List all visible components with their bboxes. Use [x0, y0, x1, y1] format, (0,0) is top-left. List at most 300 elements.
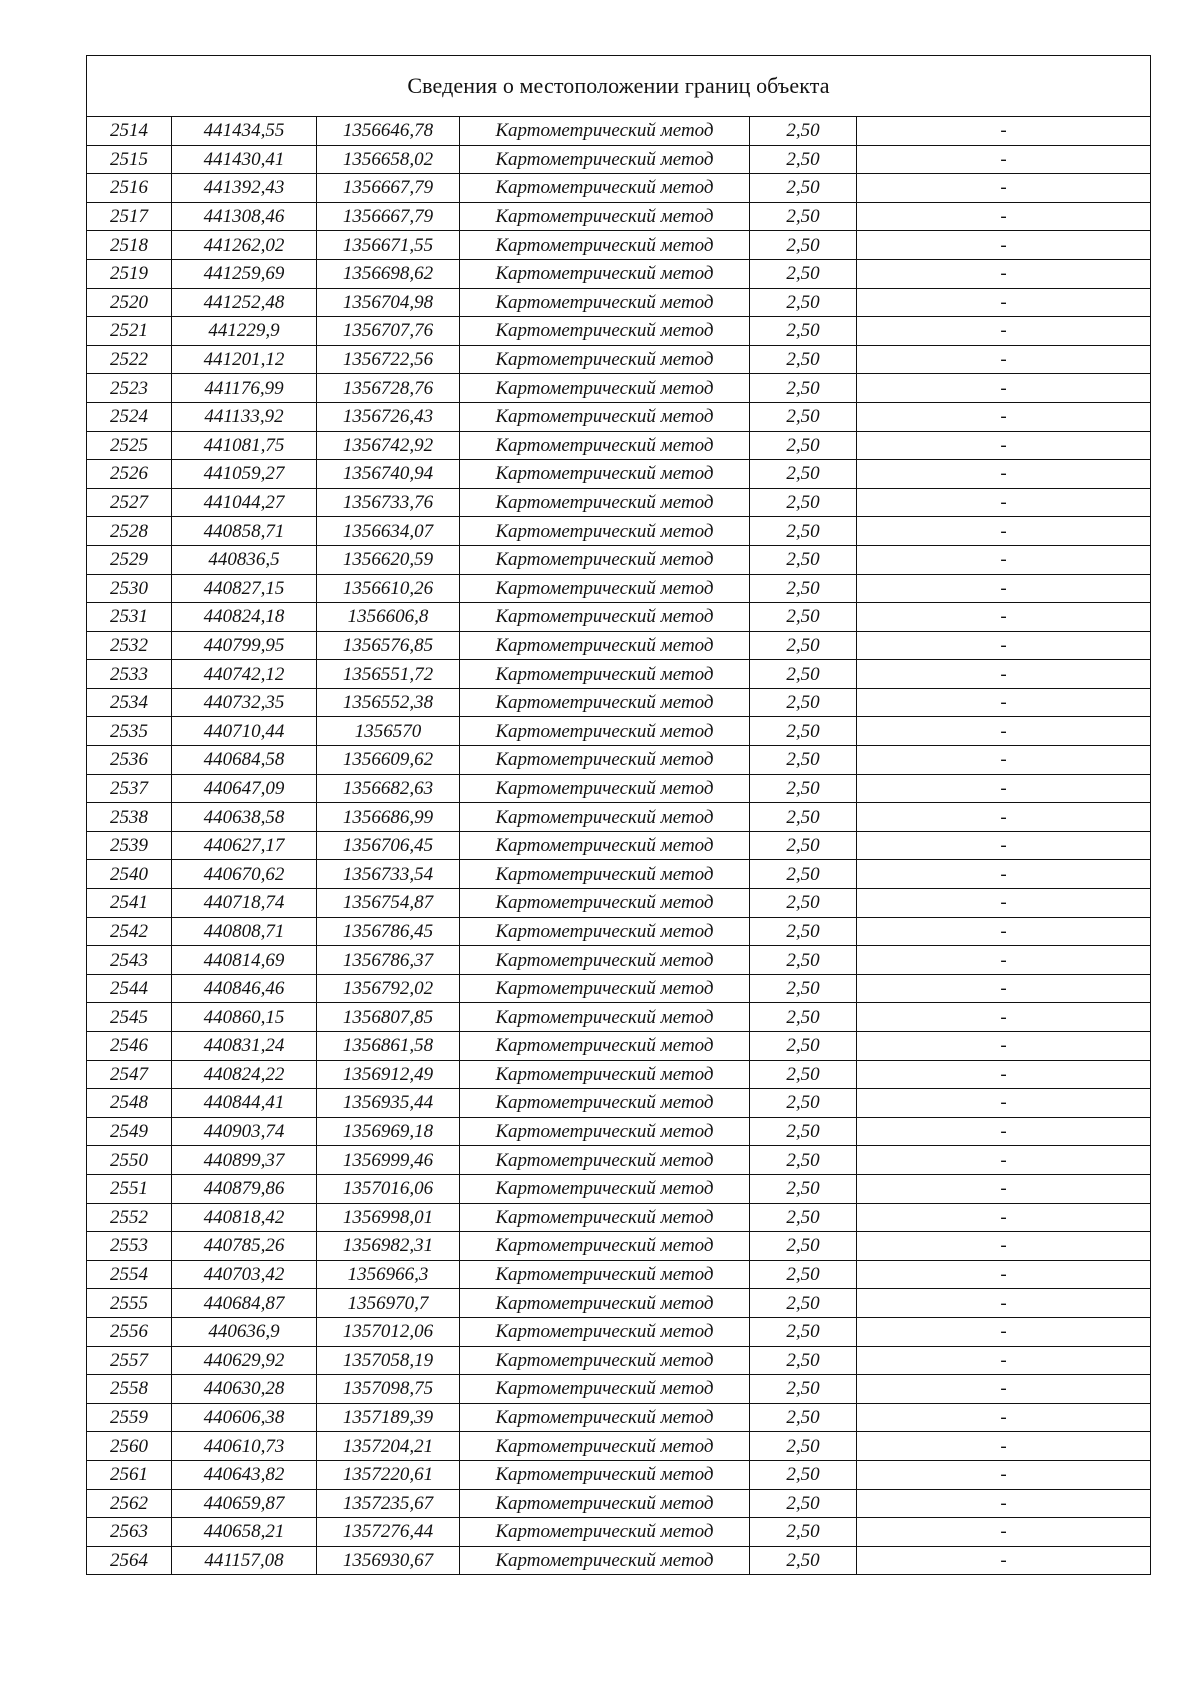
y-coordinate-cell: 1356682,63	[317, 774, 460, 803]
y-coordinate-cell: 1356912,49	[317, 1060, 460, 1089]
description-cell: -	[857, 374, 1151, 403]
x-coordinate-cell: 440684,58	[172, 746, 317, 775]
point-number-cell: 2552	[87, 1203, 172, 1232]
x-coordinate-cell: 440858,71	[172, 517, 317, 546]
accuracy-cell: 2,50	[750, 1117, 857, 1146]
method-cell: Картометрический метод	[460, 660, 750, 689]
point-number-cell: 2529	[87, 545, 172, 574]
x-coordinate-cell: 440684,87	[172, 1289, 317, 1318]
x-coordinate-cell: 440824,22	[172, 1060, 317, 1089]
table-row	[87, 1232, 1151, 1261]
table-row	[87, 1203, 1151, 1232]
y-coordinate-cell: 1356620,59	[317, 545, 460, 574]
table-row	[87, 1289, 1151, 1318]
point-number-cell: 2541	[87, 889, 172, 918]
accuracy-cell: 2,50	[750, 1489, 857, 1518]
x-coordinate-cell: 441252,48	[172, 288, 317, 317]
x-coordinate-cell: 440629,92	[172, 1346, 317, 1375]
method-cell: Картометрический метод	[460, 917, 750, 946]
description-cell: -	[857, 917, 1151, 946]
point-number-cell: 2549	[87, 1117, 172, 1146]
accuracy-cell: 2,50	[750, 1232, 857, 1261]
description-cell: -	[857, 231, 1151, 260]
y-coordinate-cell: 1356570	[317, 717, 460, 746]
table-row	[87, 1060, 1151, 1089]
boundary-coordinates-table	[86, 55, 1151, 1575]
x-coordinate-cell: 440658,21	[172, 1518, 317, 1547]
x-coordinate-cell: 440814,69	[172, 946, 317, 975]
y-coordinate-cell: 1356551,72	[317, 660, 460, 689]
description-cell: -	[857, 831, 1151, 860]
table-row	[87, 1117, 1151, 1146]
method-cell: Картометрический метод	[460, 231, 750, 260]
method-cell: Картометрический метод	[460, 688, 750, 717]
table-row	[87, 717, 1151, 746]
table-row	[87, 1546, 1151, 1575]
table-row	[87, 174, 1151, 203]
method-cell: Картометрический метод	[460, 1146, 750, 1175]
table-row	[87, 917, 1151, 946]
accuracy-cell: 2,50	[750, 1403, 857, 1432]
method-cell: Картометрический метод	[460, 1317, 750, 1346]
method-cell: Картометрический метод	[460, 460, 750, 489]
accuracy-cell: 2,50	[750, 860, 857, 889]
method-cell: Картометрический метод	[460, 488, 750, 517]
method-cell: Картометрический метод	[460, 1232, 750, 1261]
x-coordinate-cell: 441308,46	[172, 202, 317, 231]
y-coordinate-cell: 1357016,06	[317, 1174, 460, 1203]
y-coordinate-cell: 1356740,94	[317, 460, 460, 489]
description-cell: -	[857, 117, 1151, 146]
x-coordinate-cell: 441157,08	[172, 1546, 317, 1575]
accuracy-cell: 2,50	[750, 517, 857, 546]
y-coordinate-cell: 1356728,76	[317, 374, 460, 403]
accuracy-cell: 2,50	[750, 1146, 857, 1175]
point-number-cell: 2515	[87, 145, 172, 174]
x-coordinate-cell: 440630,28	[172, 1375, 317, 1404]
method-cell: Картометрический метод	[460, 1375, 750, 1404]
x-coordinate-cell: 440732,35	[172, 688, 317, 717]
table-row	[87, 1346, 1151, 1375]
x-coordinate-cell: 440742,12	[172, 660, 317, 689]
x-coordinate-cell: 441262,02	[172, 231, 317, 260]
y-coordinate-cell: 1357012,06	[317, 1317, 460, 1346]
y-coordinate-cell: 1356671,55	[317, 231, 460, 260]
method-cell: Картометрический метод	[460, 574, 750, 603]
table-row	[87, 860, 1151, 889]
method-cell: Картометрический метод	[460, 1346, 750, 1375]
x-coordinate-cell: 440899,37	[172, 1146, 317, 1175]
y-coordinate-cell: 1357058,19	[317, 1346, 460, 1375]
method-cell: Картометрический метод	[460, 1518, 750, 1547]
accuracy-cell: 2,50	[750, 1203, 857, 1232]
x-coordinate-cell: 440879,86	[172, 1174, 317, 1203]
table-row	[87, 1260, 1151, 1289]
point-number-cell: 2525	[87, 431, 172, 460]
y-coordinate-cell: 1356966,3	[317, 1260, 460, 1289]
description-cell: -	[857, 174, 1151, 203]
y-coordinate-cell: 1356722,56	[317, 345, 460, 374]
description-cell: -	[857, 1060, 1151, 1089]
accuracy-cell: 2,50	[750, 231, 857, 260]
point-number-cell: 2558	[87, 1375, 172, 1404]
y-coordinate-cell: 1356999,46	[317, 1146, 460, 1175]
accuracy-cell: 2,50	[750, 974, 857, 1003]
y-coordinate-cell: 1356658,02	[317, 145, 460, 174]
point-number-cell: 2538	[87, 803, 172, 832]
method-cell: Картометрический метод	[460, 288, 750, 317]
accuracy-cell: 2,50	[750, 202, 857, 231]
point-number-cell: 2563	[87, 1518, 172, 1547]
y-coordinate-cell: 1356576,85	[317, 631, 460, 660]
table-row	[87, 460, 1151, 489]
method-cell: Картометрический метод	[460, 831, 750, 860]
point-number-cell: 2542	[87, 917, 172, 946]
method-cell: Картометрический метод	[460, 603, 750, 632]
description-cell: -	[857, 1260, 1151, 1289]
table-row	[87, 1489, 1151, 1518]
description-cell: -	[857, 1289, 1151, 1318]
point-number-cell: 2530	[87, 574, 172, 603]
table-row	[87, 688, 1151, 717]
x-coordinate-cell: 440703,42	[172, 1260, 317, 1289]
y-coordinate-cell: 1356667,79	[317, 174, 460, 203]
description-cell: -	[857, 1203, 1151, 1232]
y-coordinate-cell: 1356807,85	[317, 1003, 460, 1032]
point-number-cell: 2562	[87, 1489, 172, 1518]
point-number-cell: 2539	[87, 831, 172, 860]
description-cell: -	[857, 288, 1151, 317]
method-cell: Картометрический метод	[460, 860, 750, 889]
point-number-cell: 2560	[87, 1432, 172, 1461]
description-cell: -	[857, 803, 1151, 832]
y-coordinate-cell: 1356733,76	[317, 488, 460, 517]
x-coordinate-cell: 440610,73	[172, 1432, 317, 1461]
description-cell: -	[857, 460, 1151, 489]
method-cell: Картометрический метод	[460, 145, 750, 174]
method-cell: Картометрический метод	[460, 345, 750, 374]
method-cell: Картометрический метод	[460, 174, 750, 203]
point-number-cell: 2532	[87, 631, 172, 660]
table-title-row	[87, 56, 1151, 117]
y-coordinate-cell: 1357098,75	[317, 1375, 460, 1404]
x-coordinate-cell: 440836,5	[172, 545, 317, 574]
accuracy-cell: 2,50	[750, 288, 857, 317]
description-cell: -	[857, 402, 1151, 431]
method-cell: Картометрический метод	[460, 1489, 750, 1518]
accuracy-cell: 2,50	[750, 431, 857, 460]
accuracy-cell: 2,50	[750, 402, 857, 431]
accuracy-cell: 2,50	[750, 488, 857, 517]
method-cell: Картометрический метод	[460, 1289, 750, 1318]
table-row	[87, 288, 1151, 317]
point-number-cell: 2551	[87, 1174, 172, 1203]
point-number-cell: 2528	[87, 517, 172, 546]
x-coordinate-cell: 441176,99	[172, 374, 317, 403]
description-cell: -	[857, 746, 1151, 775]
accuracy-cell: 2,50	[750, 1460, 857, 1489]
description-cell: -	[857, 631, 1151, 660]
point-number-cell: 2523	[87, 374, 172, 403]
table-row	[87, 259, 1151, 288]
description-cell: -	[857, 889, 1151, 918]
method-cell: Картометрический метод	[460, 431, 750, 460]
x-coordinate-cell: 441201,12	[172, 345, 317, 374]
description-cell: -	[857, 202, 1151, 231]
point-number-cell: 2534	[87, 688, 172, 717]
table-title: Сведения о местоположении границ объекта	[87, 56, 1151, 117]
point-number-cell: 2561	[87, 1460, 172, 1489]
y-coordinate-cell: 1356970,7	[317, 1289, 460, 1318]
point-number-cell: 2548	[87, 1089, 172, 1118]
x-coordinate-cell: 440903,74	[172, 1117, 317, 1146]
x-coordinate-cell: 440659,87	[172, 1489, 317, 1518]
point-number-cell: 2555	[87, 1289, 172, 1318]
description-cell: -	[857, 1489, 1151, 1518]
y-coordinate-cell: 1356792,02	[317, 974, 460, 1003]
table-row	[87, 746, 1151, 775]
x-coordinate-cell: 440718,74	[172, 889, 317, 918]
y-coordinate-cell: 1356935,44	[317, 1089, 460, 1118]
y-coordinate-cell: 1356754,87	[317, 889, 460, 918]
description-cell: -	[857, 660, 1151, 689]
description-cell: -	[857, 1032, 1151, 1061]
point-number-cell: 2557	[87, 1346, 172, 1375]
method-cell: Картометрический метод	[460, 974, 750, 1003]
method-cell: Картометрический метод	[460, 774, 750, 803]
y-coordinate-cell: 1356686,99	[317, 803, 460, 832]
table-row	[87, 974, 1151, 1003]
point-number-cell: 2556	[87, 1317, 172, 1346]
method-cell: Картометрический метод	[460, 259, 750, 288]
table-row	[87, 889, 1151, 918]
table-row	[87, 1032, 1151, 1061]
y-coordinate-cell: 1356646,78	[317, 117, 460, 146]
point-number-cell: 2519	[87, 259, 172, 288]
accuracy-cell: 2,50	[750, 746, 857, 775]
method-cell: Картометрический метод	[460, 202, 750, 231]
x-coordinate-cell: 440846,46	[172, 974, 317, 1003]
y-coordinate-cell: 1357204,21	[317, 1432, 460, 1461]
description-cell: -	[857, 688, 1151, 717]
method-cell: Картометрический метод	[460, 317, 750, 346]
table-row	[87, 374, 1151, 403]
point-number-cell: 2533	[87, 660, 172, 689]
method-cell: Картометрический метод	[460, 374, 750, 403]
table-row	[87, 202, 1151, 231]
accuracy-cell: 2,50	[750, 317, 857, 346]
point-number-cell: 2527	[87, 488, 172, 517]
description-cell: -	[857, 1432, 1151, 1461]
y-coordinate-cell: 1357235,67	[317, 1489, 460, 1518]
accuracy-cell: 2,50	[750, 803, 857, 832]
y-coordinate-cell: 1356667,79	[317, 202, 460, 231]
x-coordinate-cell: 440627,17	[172, 831, 317, 860]
table-row	[87, 1146, 1151, 1175]
method-cell: Картометрический метод	[460, 1203, 750, 1232]
point-number-cell: 2522	[87, 345, 172, 374]
table-row	[87, 145, 1151, 174]
point-number-cell: 2545	[87, 1003, 172, 1032]
accuracy-cell: 2,50	[750, 1060, 857, 1089]
point-number-cell: 2535	[87, 717, 172, 746]
y-coordinate-cell: 1356786,37	[317, 946, 460, 975]
table-row	[87, 774, 1151, 803]
description-cell: -	[857, 1317, 1151, 1346]
accuracy-cell: 2,50	[750, 631, 857, 660]
table-row	[87, 946, 1151, 975]
description-cell: -	[857, 1518, 1151, 1547]
table-row	[87, 402, 1151, 431]
table-row	[87, 545, 1151, 574]
description-cell: -	[857, 946, 1151, 975]
description-cell: -	[857, 574, 1151, 603]
accuracy-cell: 2,50	[750, 1346, 857, 1375]
method-cell: Картометрический метод	[460, 1260, 750, 1289]
y-coordinate-cell: 1357189,39	[317, 1403, 460, 1432]
y-coordinate-cell: 1356998,01	[317, 1203, 460, 1232]
description-cell: -	[857, 1232, 1151, 1261]
x-coordinate-cell: 440808,71	[172, 917, 317, 946]
accuracy-cell: 2,50	[750, 1375, 857, 1404]
table-row	[87, 431, 1151, 460]
accuracy-cell: 2,50	[750, 1260, 857, 1289]
x-coordinate-cell: 441229,9	[172, 317, 317, 346]
x-coordinate-cell: 440824,18	[172, 603, 317, 632]
x-coordinate-cell: 440606,38	[172, 1403, 317, 1432]
point-number-cell: 2537	[87, 774, 172, 803]
x-coordinate-cell: 441059,27	[172, 460, 317, 489]
description-cell: -	[857, 974, 1151, 1003]
description-cell: -	[857, 431, 1151, 460]
point-number-cell: 2553	[87, 1232, 172, 1261]
x-coordinate-cell: 440827,15	[172, 574, 317, 603]
point-number-cell: 2520	[87, 288, 172, 317]
accuracy-cell: 2,50	[750, 1432, 857, 1461]
description-cell: -	[857, 1403, 1151, 1432]
point-number-cell: 2544	[87, 974, 172, 1003]
description-cell: -	[857, 259, 1151, 288]
x-coordinate-cell: 441259,69	[172, 259, 317, 288]
document-page	[86, 55, 1150, 1575]
table-row	[87, 574, 1151, 603]
x-coordinate-cell: 440818,42	[172, 1203, 317, 1232]
x-coordinate-cell: 440636,9	[172, 1317, 317, 1346]
y-coordinate-cell: 1356742,92	[317, 431, 460, 460]
accuracy-cell: 2,50	[750, 1089, 857, 1118]
table-row	[87, 603, 1151, 632]
table-row	[87, 803, 1151, 832]
accuracy-cell: 2,50	[750, 717, 857, 746]
method-cell: Картометрический метод	[460, 717, 750, 746]
table-row	[87, 1375, 1151, 1404]
point-number-cell: 2536	[87, 746, 172, 775]
method-cell: Картометрический метод	[460, 1089, 750, 1118]
y-coordinate-cell: 1356707,76	[317, 317, 460, 346]
method-cell: Картометрический метод	[460, 1546, 750, 1575]
x-coordinate-cell: 441434,55	[172, 117, 317, 146]
accuracy-cell: 2,50	[750, 660, 857, 689]
method-cell: Картометрический метод	[460, 1460, 750, 1489]
description-cell: -	[857, 1375, 1151, 1404]
accuracy-cell: 2,50	[750, 917, 857, 946]
point-number-cell: 2564	[87, 1546, 172, 1575]
method-cell: Картометрический метод	[460, 1432, 750, 1461]
description-cell: -	[857, 717, 1151, 746]
point-number-cell: 2559	[87, 1403, 172, 1432]
table-row	[87, 660, 1151, 689]
description-cell: -	[857, 1460, 1151, 1489]
method-cell: Картометрический метод	[460, 1060, 750, 1089]
x-coordinate-cell: 440670,62	[172, 860, 317, 889]
accuracy-cell: 2,50	[750, 1518, 857, 1547]
table-row	[87, 117, 1151, 146]
point-number-cell: 2550	[87, 1146, 172, 1175]
accuracy-cell: 2,50	[750, 145, 857, 174]
description-cell: -	[857, 1174, 1151, 1203]
accuracy-cell: 2,50	[750, 774, 857, 803]
point-number-cell: 2554	[87, 1260, 172, 1289]
x-coordinate-cell: 440799,95	[172, 631, 317, 660]
description-cell: -	[857, 1117, 1151, 1146]
point-number-cell: 2531	[87, 603, 172, 632]
point-number-cell: 2514	[87, 117, 172, 146]
y-coordinate-cell: 1356634,07	[317, 517, 460, 546]
x-coordinate-cell: 440643,82	[172, 1460, 317, 1489]
accuracy-cell: 2,50	[750, 1032, 857, 1061]
accuracy-cell: 2,50	[750, 1546, 857, 1575]
table-row	[87, 1174, 1151, 1203]
y-coordinate-cell: 1356706,45	[317, 831, 460, 860]
method-cell: Картометрический метод	[460, 889, 750, 918]
point-number-cell: 2526	[87, 460, 172, 489]
method-cell: Картометрический метод	[460, 117, 750, 146]
description-cell: -	[857, 1346, 1151, 1375]
x-coordinate-cell: 440710,44	[172, 717, 317, 746]
x-coordinate-cell: 440647,09	[172, 774, 317, 803]
y-coordinate-cell: 1356704,98	[317, 288, 460, 317]
y-coordinate-cell: 1356726,43	[317, 402, 460, 431]
description-cell: -	[857, 345, 1151, 374]
table-row	[87, 488, 1151, 517]
accuracy-cell: 2,50	[750, 117, 857, 146]
table-body	[87, 117, 1151, 1575]
point-number-cell: 2540	[87, 860, 172, 889]
description-cell: -	[857, 1089, 1151, 1118]
accuracy-cell: 2,50	[750, 345, 857, 374]
point-number-cell: 2547	[87, 1060, 172, 1089]
y-coordinate-cell: 1356861,58	[317, 1032, 460, 1061]
description-cell: -	[857, 603, 1151, 632]
point-number-cell: 2517	[87, 202, 172, 231]
point-number-cell: 2543	[87, 946, 172, 975]
method-cell: Картометрический метод	[460, 1117, 750, 1146]
table-row	[87, 1460, 1151, 1489]
point-number-cell: 2546	[87, 1032, 172, 1061]
table-row	[87, 1003, 1151, 1032]
table-row	[87, 631, 1151, 660]
point-number-cell: 2521	[87, 317, 172, 346]
y-coordinate-cell: 1356606,8	[317, 603, 460, 632]
table-row	[87, 231, 1151, 260]
method-cell: Картометрический метод	[460, 946, 750, 975]
description-cell: -	[857, 1546, 1151, 1575]
table-row	[87, 1089, 1151, 1118]
accuracy-cell: 2,50	[750, 1289, 857, 1318]
y-coordinate-cell: 1356930,67	[317, 1546, 460, 1575]
description-cell: -	[857, 145, 1151, 174]
x-coordinate-cell: 441133,92	[172, 402, 317, 431]
